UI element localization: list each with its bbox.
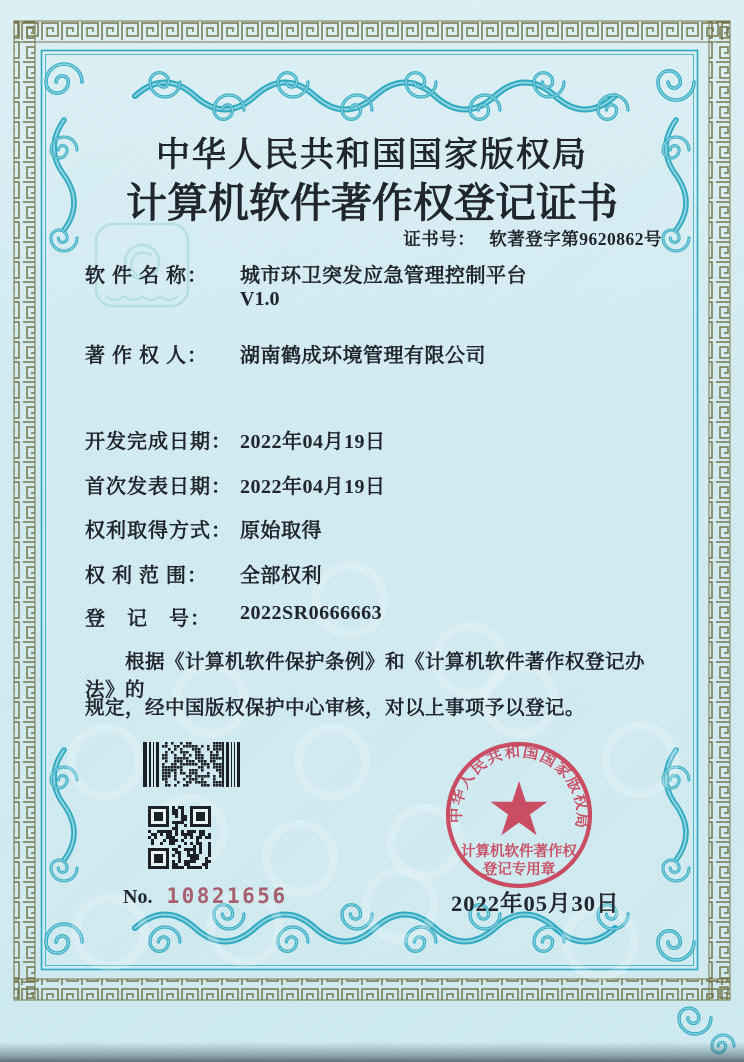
field-row-registration-number [0,602,744,632]
registration-number-value: 2022SR0666663 [240,602,383,624]
registration-number-label: 登 记 号： [85,608,211,630]
certificate-title: 计算机软件著作权登记证书 [126,180,618,226]
rights-acquisition-label: 权利取得方式： [85,520,232,542]
rights-scope-value: 全部权利 [240,565,322,587]
dev-complete-date-value: 2022年04月19日 [240,431,386,453]
field-row-dev-complete-date [0,425,744,455]
first-publish-date-label: 首次发表日期： [85,476,232,498]
field-row-first-publish-date [0,470,744,500]
software-name-label: 软 件 名 称： [85,265,208,287]
issue-date: 2022年05月30日 [451,891,620,916]
field-row-copyright-owner [0,339,744,369]
seal-text-line1: 计算机软件著作权 [461,844,577,860]
certificate-number-line [403,226,662,251]
serial-number-line [123,884,288,909]
first-publish-date-value: 2022年04月19日 [240,476,386,498]
certificate-number-value: 软著登字第9620862号 [489,229,662,249]
serial-number-label: No. [123,886,153,908]
copyright-owner-value: 湖南鹤成环境管理有限公司 [240,345,486,367]
software-name-value: 城市环卫突发应急管理控制平台 [240,265,527,287]
seal-text-line2: 登记专用章 [482,862,556,878]
issuing-authority-title: 中华人民共和国国家版权局 [156,137,588,174]
dev-complete-date-label: 开发完成日期： [85,431,232,453]
copyright-owner-label: 著 作 权 人： [85,345,208,367]
scan-edge-shadow [0,1042,744,1062]
serial-number-value: 10821656 [166,884,288,908]
statement-line1: 根据《计算机软件保护条例》和《计算机软件著作权登记办法》的 [85,652,646,701]
barcode [143,742,241,788]
field-row-rights-acquisition [0,514,744,544]
certificate-number-label: 证书号： [403,229,476,249]
field-row-rights-scope [0,559,744,589]
rights-acquisition-value: 原始取得 [240,520,322,542]
seal-ring-text: 中华人民共和国国家版权局 [447,743,591,831]
software-version-value: V1.0 [240,288,280,310]
seal-star-icon [491,781,548,835]
rights-scope-label: 权 利 范 围： [85,565,208,587]
qr-code [148,806,212,870]
statement-line2: 规定，经中国版权保护中心审核，对以上事项予以登记。 [85,698,586,719]
official-seal [439,735,599,895]
field-row-software-name [0,259,744,310]
